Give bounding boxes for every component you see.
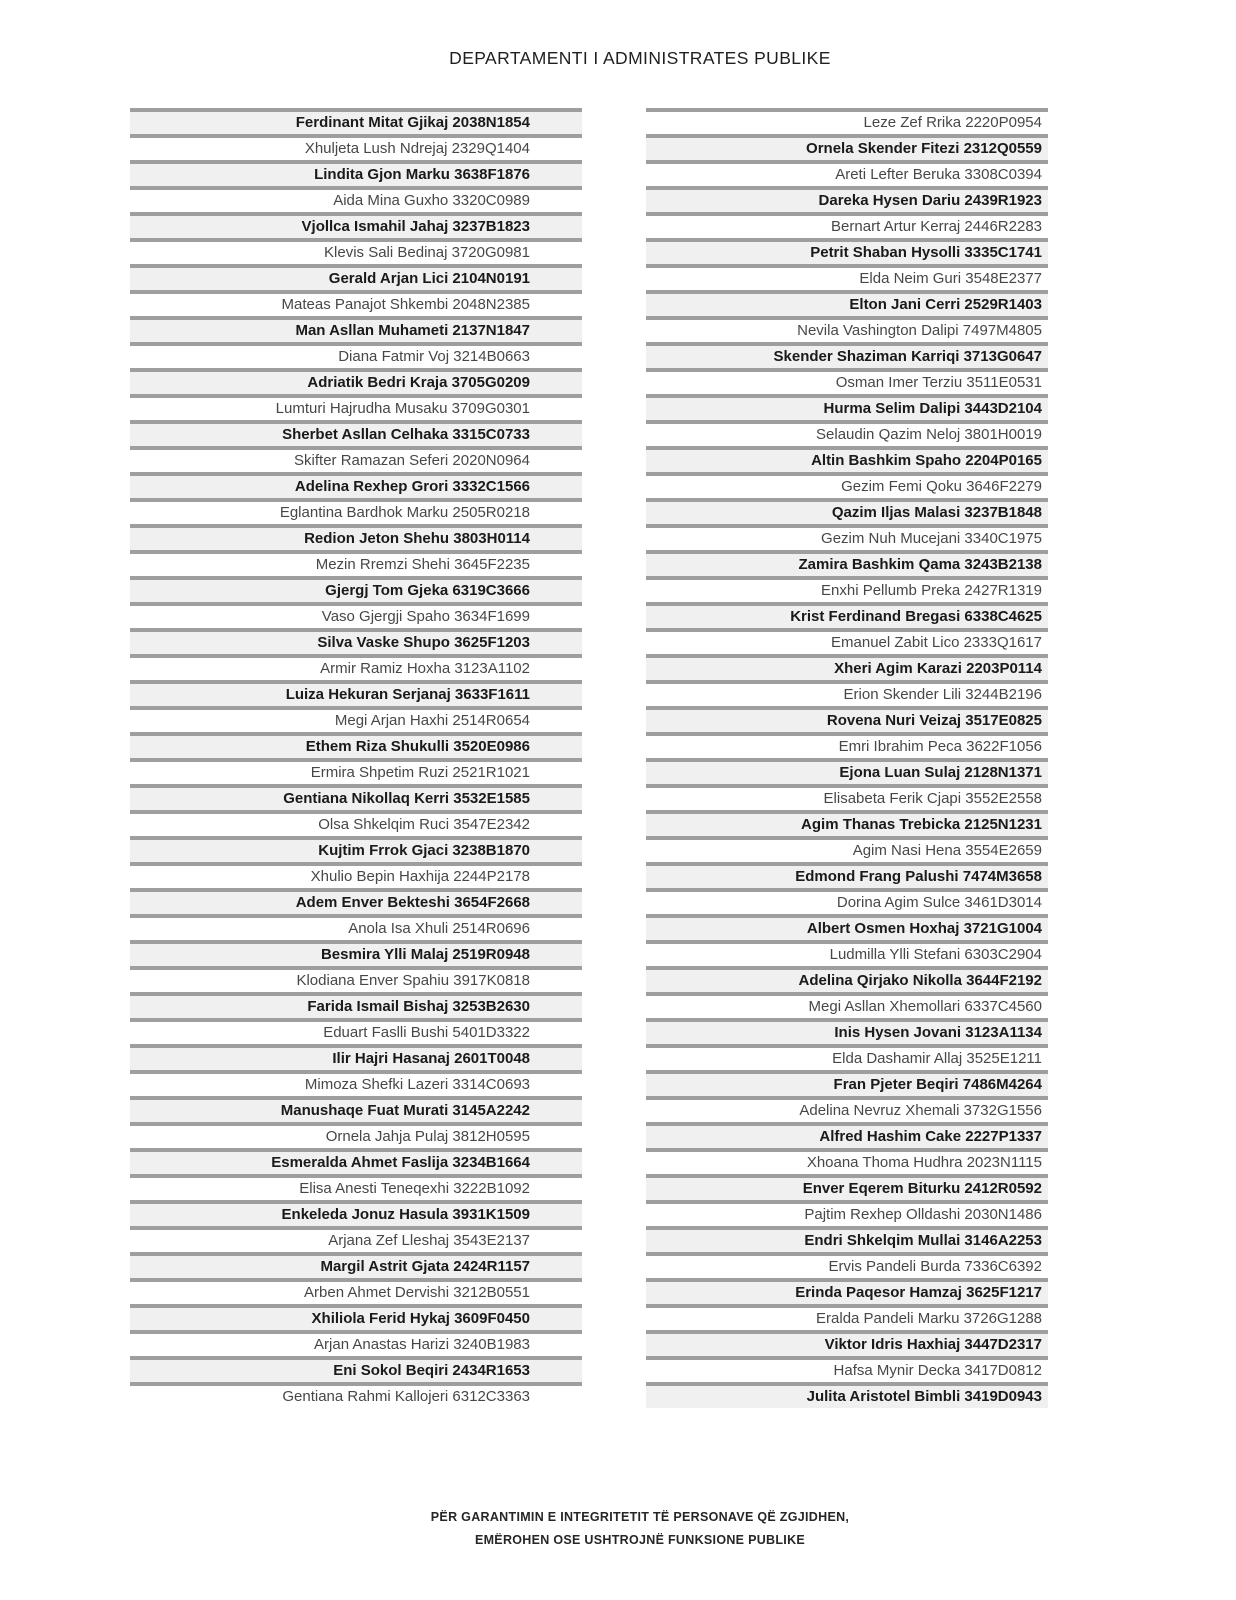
list-item: Ludmilla Ylli Stefani 6303C2904 bbox=[646, 942, 1048, 968]
list-item: Enver Eqerem Biturku 2412R0592 bbox=[646, 1176, 1048, 1202]
list-item: Adelina Nevruz Xhemali 3732G1556 bbox=[646, 1098, 1048, 1124]
list-item: Gezim Femi Qoku 3646F2279 bbox=[646, 474, 1048, 500]
list-item: Aida Mina Guxho 3320C0989 bbox=[130, 188, 582, 214]
list-item: Klevis Sali Bedinaj 3720G0981 bbox=[130, 240, 582, 266]
list-item: Adelina Rexhep Grori 3332C1566 bbox=[130, 474, 582, 500]
list-item: Osman Imer Terziu 3511E0531 bbox=[646, 370, 1048, 396]
list-item: Armir Ramiz Hoxha 3123A1102 bbox=[130, 656, 582, 682]
list-item: Altin Bashkim Spaho 2204P0165 bbox=[646, 448, 1048, 474]
list-item: Ethem Riza Shukulli 3520E0986 bbox=[130, 734, 582, 760]
page-title: DEPARTAMENTI I ADMINISTRATES PUBLIKE bbox=[449, 48, 831, 68]
page-footer bbox=[40, 1506, 1236, 1552]
list-item: Dareka Hysen Dariu 2439R1923 bbox=[646, 188, 1048, 214]
footer-line-1: PËR GARANTIMIN E INTEGRITETIT TË PERSONAVE QË ZGJIDHEN, bbox=[430, 1510, 850, 1524]
list-item: Ferdinant Mitat Gjikaj 2038N1854 bbox=[130, 110, 582, 136]
list-item: Julita Aristotel Bimbli 3419D0943 bbox=[646, 1384, 1048, 1408]
list-item: Fran Pjeter Beqiri 7486M4264 bbox=[646, 1072, 1048, 1098]
list-item: Megi Asllan Xhemollari 6337C4560 bbox=[646, 994, 1048, 1020]
list-item: Alfred Hashim Cake 2227P1337 bbox=[646, 1124, 1048, 1150]
list-item: Ejona Luan Sulaj 2128N1371 bbox=[646, 760, 1048, 786]
list-item: Xhoana Thoma Hudhra 2023N1115 bbox=[646, 1150, 1048, 1176]
list-item: Kujtim Frrok Gjaci 3238B1870 bbox=[130, 838, 582, 864]
list-item: Viktor Idris Haxhiaj 3447D2317 bbox=[646, 1332, 1048, 1358]
list-item: Vaso Gjergji Spaho 3634F1699 bbox=[130, 604, 582, 630]
list-item: Rovena Nuri Veizaj 3517E0825 bbox=[646, 708, 1048, 734]
list-item: Emri Ibrahim Peca 3622F1056 bbox=[646, 734, 1048, 760]
list-item: Silva Vaske Shupo 3625F1203 bbox=[130, 630, 582, 656]
list-item: Arben Ahmet Dervishi 3212B0551 bbox=[130, 1280, 582, 1306]
list-item: Albert Osmen Hoxhaj 3721G1004 bbox=[646, 916, 1048, 942]
list-item: Redion Jeton Shehu 3803H0114 bbox=[130, 526, 582, 552]
list-item: Inis Hysen Jovani 3123A1134 bbox=[646, 1020, 1048, 1046]
list-item: Erinda Paqesor Hamzaj 3625F1217 bbox=[646, 1280, 1048, 1306]
list-item: Farida Ismail Bishaj 3253B2630 bbox=[130, 994, 582, 1020]
list-item: Lindita Gjon Marku 3638F1876 bbox=[130, 162, 582, 188]
list-item: Eralda Pandeli Marku 3726G1288 bbox=[646, 1306, 1048, 1332]
list-item: Eglantina Bardhok Marku 2505R0218 bbox=[130, 500, 582, 526]
list-item: Gerald Arjan Lici 2104N0191 bbox=[130, 266, 582, 292]
list-item: Olsa Shkelqim Ruci 3547E2342 bbox=[130, 812, 582, 838]
list-item: Areti Lefter Beruka 3308C0394 bbox=[646, 162, 1048, 188]
list-item: Anola Isa Xhuli 2514R0696 bbox=[130, 916, 582, 942]
list-item: Adriatik Bedri Kraja 3705G0209 bbox=[130, 370, 582, 396]
list-item: Gentiana Nikollaq Kerri 3532E1585 bbox=[130, 786, 582, 812]
list-item: Gentiana Rahmi Kallojeri 6312C3363 bbox=[130, 1384, 582, 1408]
list-item: Mimoza Shefki Lazeri 3314C0693 bbox=[130, 1072, 582, 1098]
list-item: Hafsa Mynir Decka 3417D0812 bbox=[646, 1358, 1048, 1384]
list-item: Eduart Faslli Bushi 5401D3322 bbox=[130, 1020, 582, 1046]
list-item: Hurma Selim Dalipi 3443D2104 bbox=[646, 396, 1048, 422]
list-item: Elisa Anesti Teneqexhi 3222B1092 bbox=[130, 1176, 582, 1202]
list-item: Eni Sokol Beqiri 2434R1653 bbox=[130, 1358, 582, 1384]
list-item: Enxhi Pellumb Preka 2427R1319 bbox=[646, 578, 1048, 604]
list-item: Elisabeta Ferik Cjapi 3552E2558 bbox=[646, 786, 1048, 812]
list-item: Elda Neim Guri 3548E2377 bbox=[646, 266, 1048, 292]
list-item: Ornela Jahja Pulaj 3812H0595 bbox=[130, 1124, 582, 1150]
list-item: Lumturi Hajrudha Musaku 3709G0301 bbox=[130, 396, 582, 422]
list-item: Agim Nasi Hena 3554E2659 bbox=[646, 838, 1048, 864]
footer-line-2: EMËROHEN OSE USHTROJNË FUNKSIONE PUBLIKE bbox=[474, 1533, 806, 1547]
list-item: Vjollca Ismahil Jahaj 3237B1823 bbox=[130, 214, 582, 240]
list-item: Arjana Zef Lleshaj 3543E2137 bbox=[130, 1228, 582, 1254]
list-item: Klodiana Enver Spahiu 3917K0818 bbox=[130, 968, 582, 994]
list-item: Elda Dashamir Allaj 3525E1211 bbox=[646, 1046, 1048, 1072]
list-item: Xhulio Bepin Haxhija 2244P2178 bbox=[130, 864, 582, 890]
list-item: Margil Astrit Gjata 2424R1157 bbox=[130, 1254, 582, 1280]
list-item: Ermira Shpetim Ruzi 2521R1021 bbox=[130, 760, 582, 786]
list-item: Bernart Artur Kerraj 2446R2283 bbox=[646, 214, 1048, 240]
list-item: Adelina Qirjako Nikolla 3644F2192 bbox=[646, 968, 1048, 994]
list-item: Endri Shkelqim Mullai 3146A2253 bbox=[646, 1228, 1048, 1254]
list-item: Man Asllan Muhameti 2137N1847 bbox=[130, 318, 582, 344]
list-item: Petrit Shaban Hysolli 3335C1741 bbox=[646, 240, 1048, 266]
list-item: Ervis Pandeli Burda 7336C6392 bbox=[646, 1254, 1048, 1280]
list-item: Xhuljeta Lush Ndrejaj 2329Q1404 bbox=[130, 136, 582, 162]
list-item: Erion Skender Lili 3244B2196 bbox=[646, 682, 1048, 708]
list-item: Sherbet Asllan Celhaka 3315C0733 bbox=[130, 422, 582, 448]
list-item: Manushaqe Fuat Murati 3145A2242 bbox=[130, 1098, 582, 1124]
list-item: Luiza Hekuran Serjanaj 3633F1611 bbox=[130, 682, 582, 708]
list-item: Edmond Frang Palushi 7474M3658 bbox=[646, 864, 1048, 890]
list-item: Skender Shaziman Karriqi 3713G0647 bbox=[646, 344, 1048, 370]
list-item: Elton Jani Cerri 2529R1403 bbox=[646, 292, 1048, 318]
list-item: Qazim Iljas Malasi 3237B1848 bbox=[646, 500, 1048, 526]
name-list-left bbox=[130, 108, 582, 1408]
list-item: Ilir Hajri Hasanaj 2601T0048 bbox=[130, 1046, 582, 1072]
list-item: Ornela Skender Fitezi 2312Q0559 bbox=[646, 136, 1048, 162]
list-item: Esmeralda Ahmet Faslija 3234B1664 bbox=[130, 1150, 582, 1176]
list-item: Adem Enver Bekteshi 3654F2668 bbox=[130, 890, 582, 916]
list-item: Xhiliola Ferid Hykaj 3609F0450 bbox=[130, 1306, 582, 1332]
list-item: Dorina Agim Sulce 3461D3014 bbox=[646, 890, 1048, 916]
list-item: Besmira Ylli Malaj 2519R0948 bbox=[130, 942, 582, 968]
list-item: Krist Ferdinand Bregasi 6338C4625 bbox=[646, 604, 1048, 630]
name-list-right bbox=[646, 108, 1048, 1408]
list-item: Enkeleda Jonuz Hasula 3931K1509 bbox=[130, 1202, 582, 1228]
list-item: Diana Fatmir Voj 3214B0663 bbox=[130, 344, 582, 370]
list-item: Gjergj Tom Gjeka 6319C3666 bbox=[130, 578, 582, 604]
list-item: Arjan Anastas Harizi 3240B1983 bbox=[130, 1332, 582, 1358]
list-item: Gezim Nuh Mucejani 3340C1975 bbox=[646, 526, 1048, 552]
list-item: Zamira Bashkim Qama 3243B2138 bbox=[646, 552, 1048, 578]
list-item: Leze Zef Rrika 2220P0954 bbox=[646, 110, 1048, 136]
list-item: Mezin Rremzi Shehi 3645F2235 bbox=[130, 552, 582, 578]
list-item: Xheri Agim Karazi 2203P0114 bbox=[646, 656, 1048, 682]
list-item: Emanuel Zabit Lico 2333Q1617 bbox=[646, 630, 1048, 656]
list-item: Megi Arjan Haxhi 2514R0654 bbox=[130, 708, 582, 734]
list-item: Selaudin Qazim Neloj 3801H0019 bbox=[646, 422, 1048, 448]
list-item: Agim Thanas Trebicka 2125N1231 bbox=[646, 812, 1048, 838]
list-item: Nevila Vashington Dalipi 7497M4805 bbox=[646, 318, 1048, 344]
list-item: Pajtim Rexhep Olldashi 2030N1486 bbox=[646, 1202, 1048, 1228]
list-item: Skifter Ramazan Seferi 2020N0964 bbox=[130, 448, 582, 474]
list-item: Mateas Panajot Shkembi 2048N2385 bbox=[130, 292, 582, 318]
